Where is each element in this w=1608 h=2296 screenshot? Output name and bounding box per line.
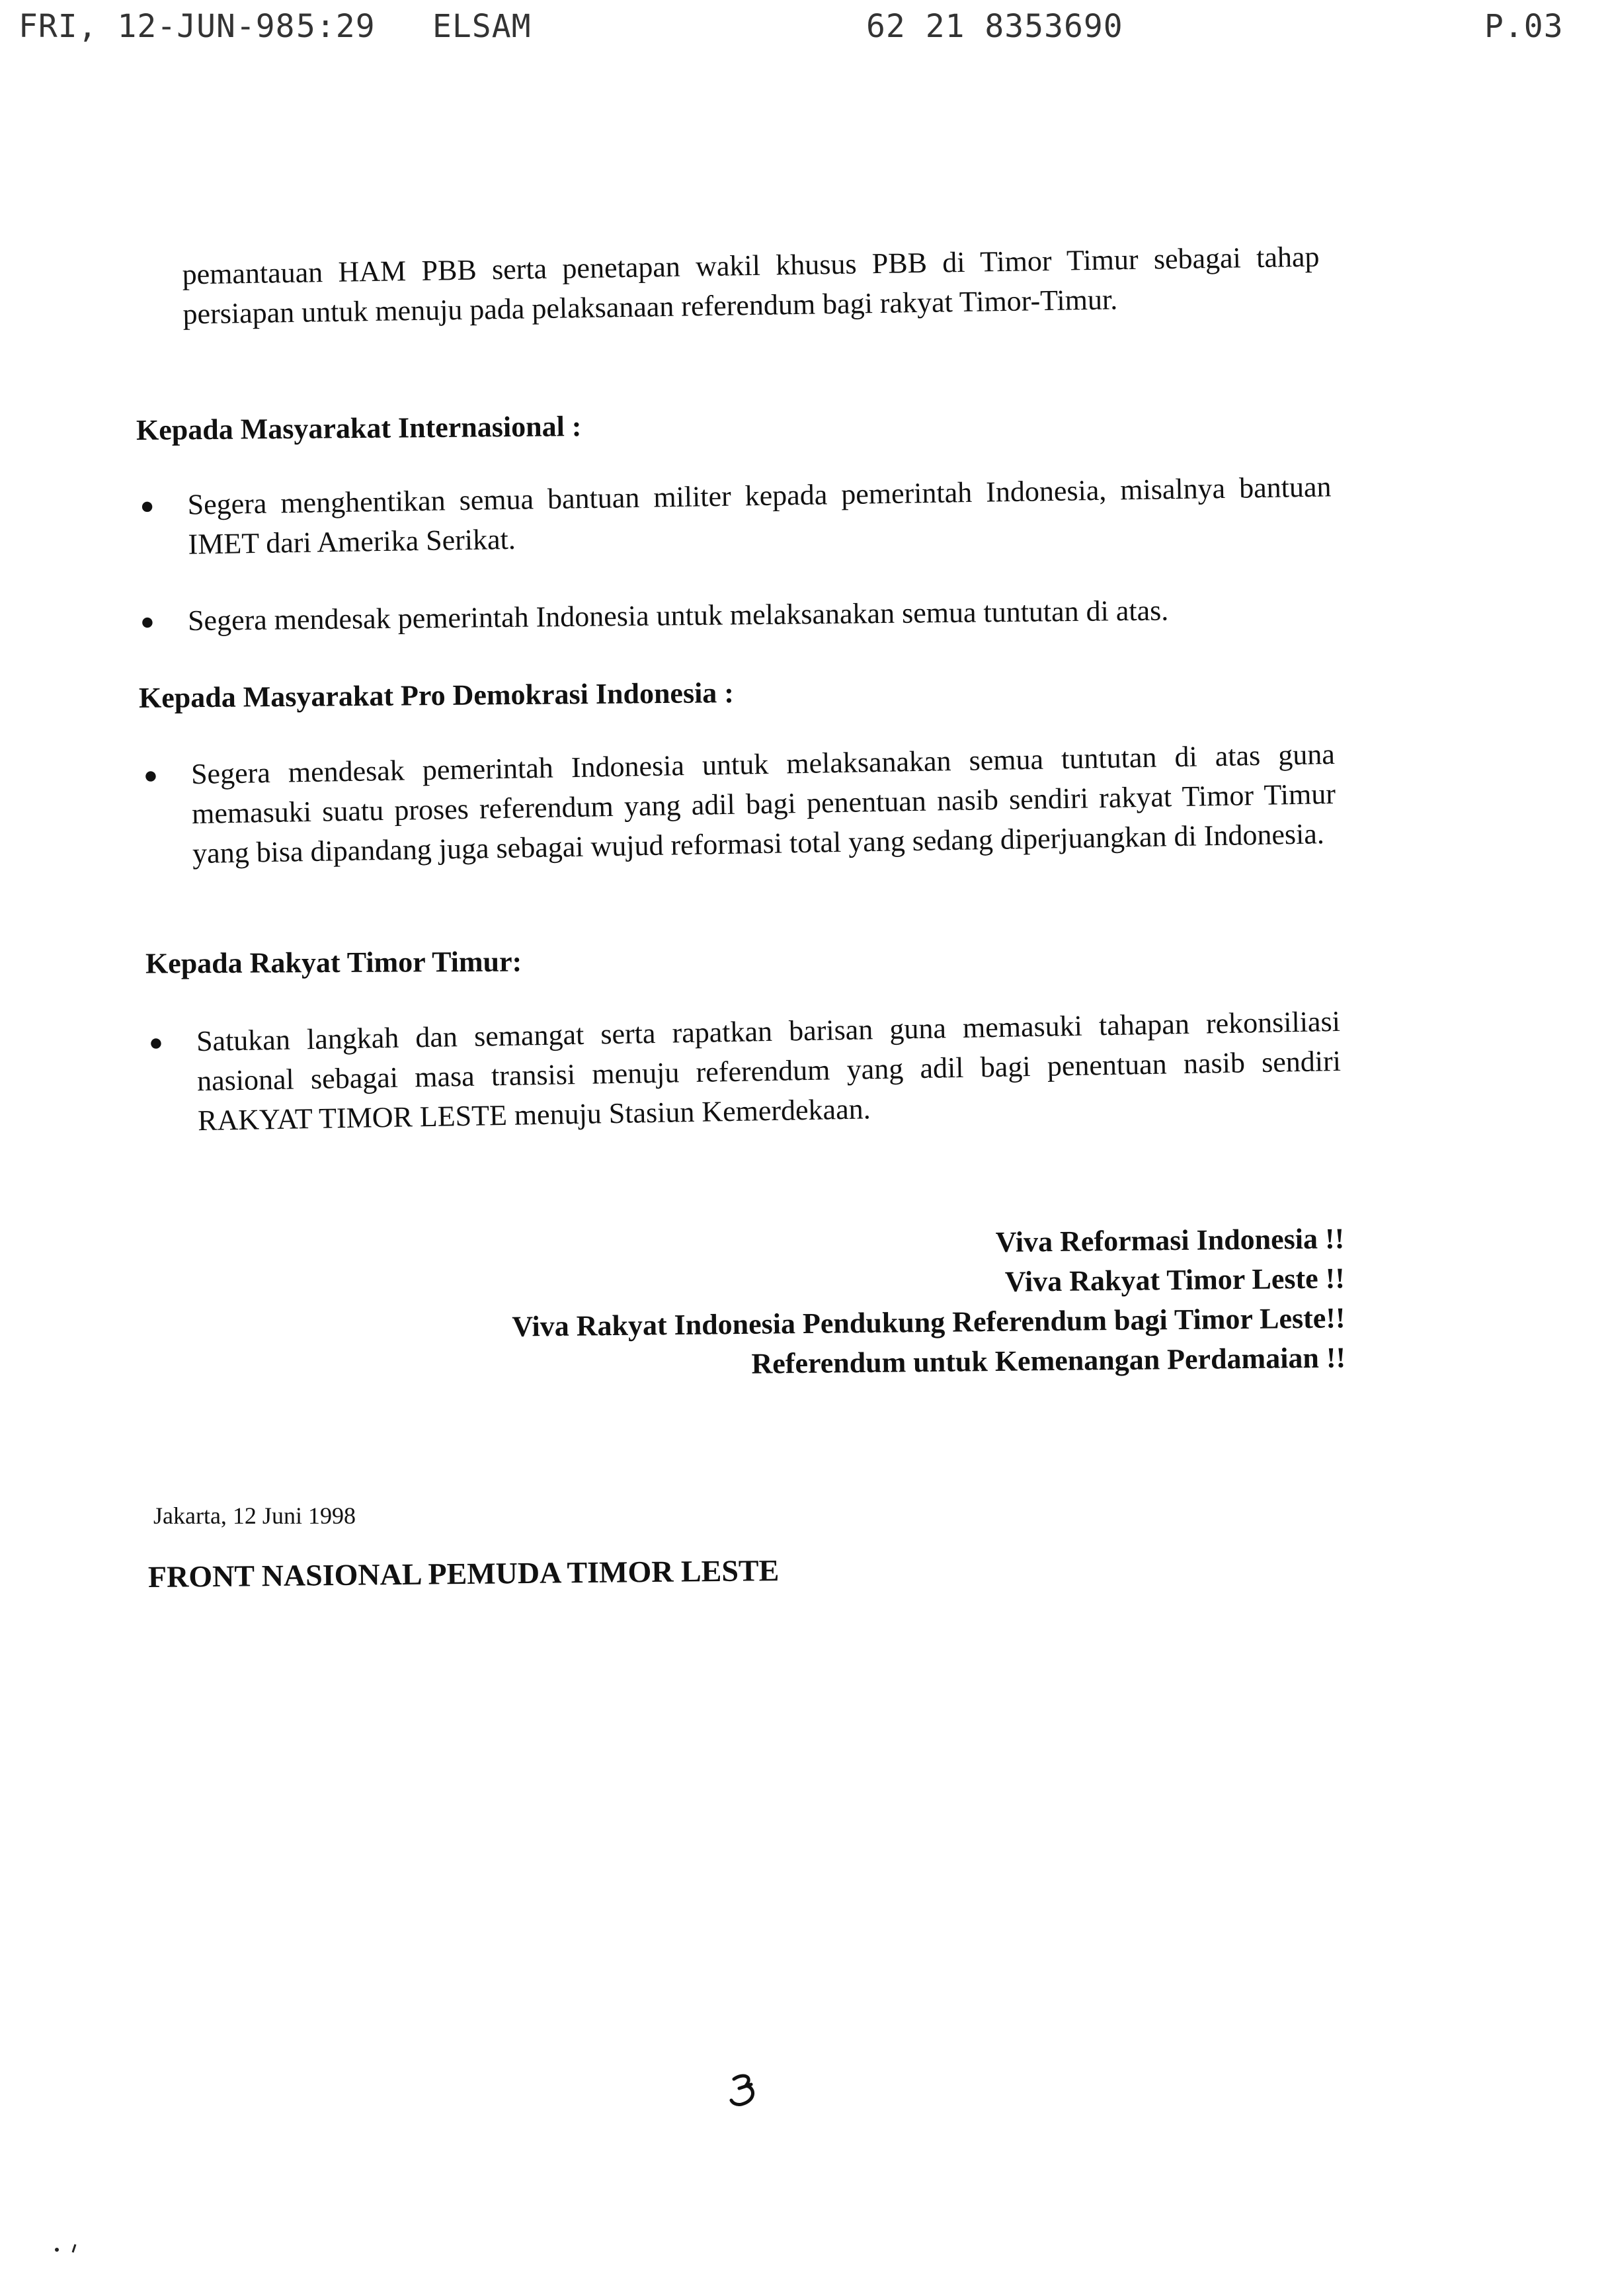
slogan-line: Referendum untuk Kemenangan Perdamaian !! xyxy=(750,1341,1346,1380)
list-item xyxy=(140,589,1326,641)
bullet-icon: ● xyxy=(140,492,155,519)
handwritten-page-number-icon xyxy=(727,2070,760,2110)
list-item-text: Segera mendesak pemerintah Indonesia untuk melaksanakan semua tuntutan di atas. xyxy=(187,594,1169,637)
heading-international: Kepada Masyarakat Internasional : xyxy=(136,410,582,446)
intro-paragraph: pemantauan HAM PBB serta penetapan wakil khusus PBB di Timor Timur sebagai tahap persiapan untuk menuju pada pelaksanaan referendum bagi rakyat Timor-Timur. xyxy=(182,240,1320,331)
list-item-text: Satukan langkah dan semangat serta rapatkan barisan guna memasuki tahapan rekonsiliasi nasional sebagai masa transisi menuju referendum yang adil bagi penentuan nasib sendiri RAKYAT TIMOR LESTE menuju Stasiun Kemerdekaan. xyxy=(196,1004,1342,1137)
list-item-text: Segera mendesak pemerintah Indonesia untuk melaksanakan semua tuntutan di atas guna memasuki suatu proses referendum yang adil bagi penentuan nasib sendiri rakyat Timor Timur yang bisa dipandang juga sebagai wujud reformasi total yang sedang diperjuangkan di Indonesia. xyxy=(190,737,1336,870)
heading-east-timor: Kepada Rakyat Timor Timur: xyxy=(145,945,522,980)
closing-slogans xyxy=(510,1219,1346,1386)
fax-time: 5:29 xyxy=(296,8,376,45)
place-date: Jakarta, 12 Juni 1998 xyxy=(153,1502,356,1529)
heading-pro-democracy: Kepada Masyarakat Pro Demokrasi Indonesia : xyxy=(138,676,735,714)
bullet-icon: ● xyxy=(148,1028,164,1056)
list-item xyxy=(143,735,1337,874)
list-item xyxy=(140,467,1332,564)
fax-date: FRI, 12-JUN-98 xyxy=(19,8,296,45)
slogan-line: Viva Reformasi Indonesia !! xyxy=(995,1222,1345,1258)
fax-sender: ELSAM xyxy=(432,8,532,45)
slogan-line: Viva Rakyat Indonesia Pendukung Referendum bagi Timor Leste!! xyxy=(511,1301,1346,1343)
scan-artifact-icon xyxy=(53,2242,79,2255)
list-item xyxy=(148,1002,1342,1141)
bullet-icon: ● xyxy=(143,761,159,789)
slogan-line: Viva Rakyat Timor Leste !! xyxy=(1004,1262,1345,1298)
fax-phone: 62 21 8353690 xyxy=(866,8,1123,45)
fax-page-number: P.03 xyxy=(1484,8,1564,45)
bullet-icon: ● xyxy=(140,608,155,635)
list-item-text: Segera menghentikan semua bantuan militer kepada pemerintah Indonesia, misalnya bantuan IMET dari Amerika Serikat. xyxy=(187,470,1332,561)
organization-name: FRONT NASIONAL PEMUDA TIMOR LESTE xyxy=(147,1553,780,1594)
